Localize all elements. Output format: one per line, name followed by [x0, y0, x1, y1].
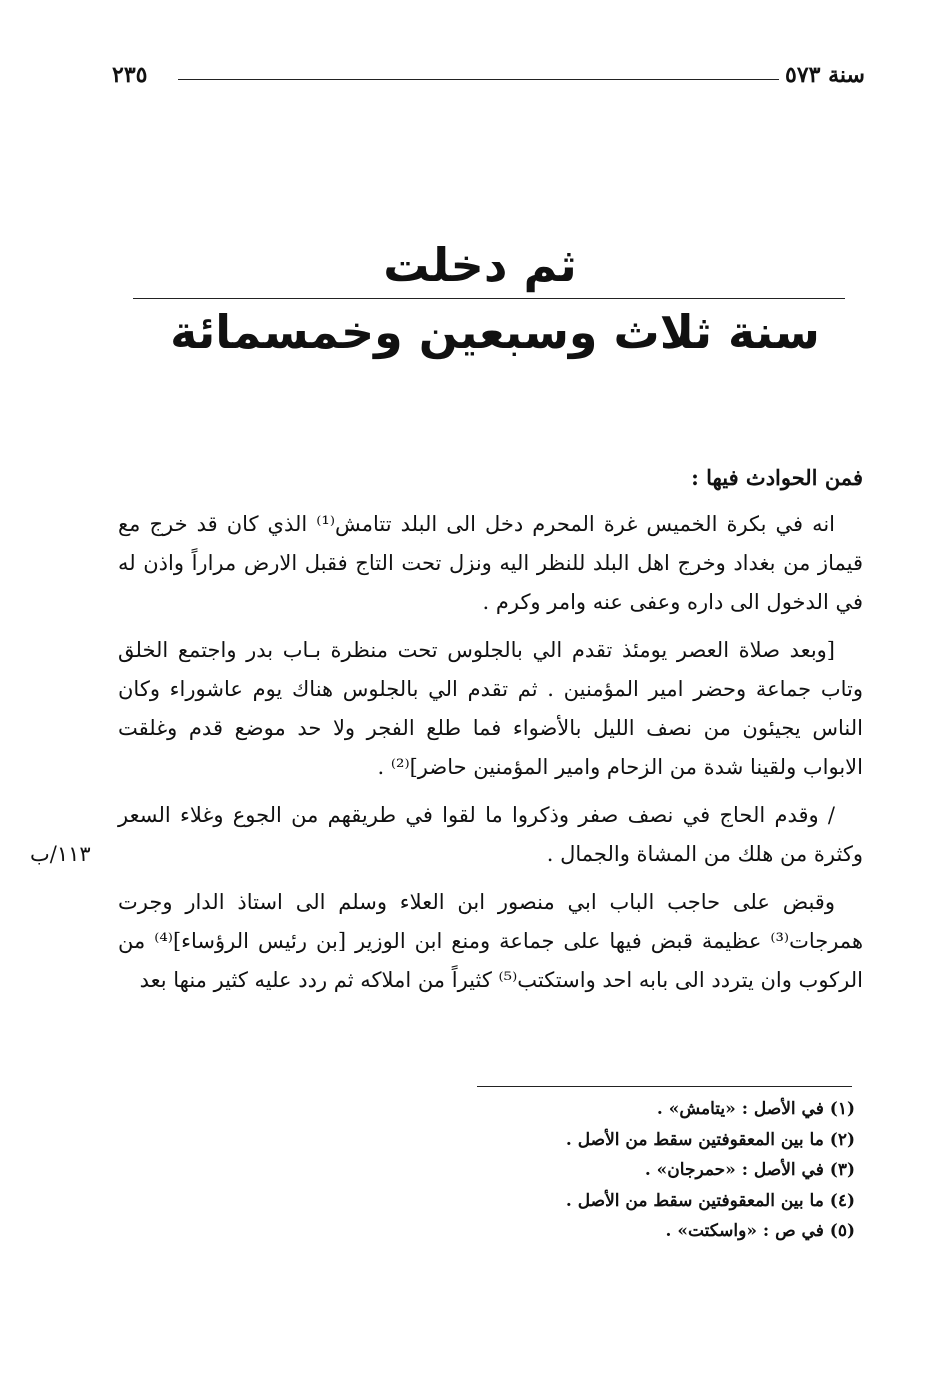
footnote: (٢) ما بين المعقوفتين سقط من الأصل . [565, 1129, 855, 1150]
section-heading: فمن الحوادث فيها : [691, 465, 863, 490]
chapter-title-line1: ثم دخلت [383, 238, 577, 292]
body-text [118, 458, 863, 1009]
marginal-folio-note: ١١٣/ب [30, 842, 91, 866]
paragraph: انه في بكرة الخميس غرة المحرم دخل الى البلد تتامش⁽¹⁾ الذي كان قد خرج مع قيماز من بغداد وخرج اهل البلد للنظر اليه ونزل تحت التاج فقبل الارض مراراً واذن له في الدخول الى داره وعفى عنه وامر وكرم . [118, 512, 863, 614]
running-header [112, 62, 865, 92]
chapter-title-line2: سنة ثلاث وسبعين وخمسمائة [170, 305, 820, 359]
header-rule [178, 79, 779, 80]
footnote: (٣) في الأصل : «حمرجان» . [644, 1160, 855, 1180]
header-year: سنة ٥٧٣ [785, 62, 865, 88]
footnotes [355, 1094, 855, 1247]
footnote: (٤) ما بين المعقوفتين سقط من الأصل . [565, 1190, 855, 1211]
paragraph: وقبض على حاجب الباب ابي منصور ابن العلاء وسلم الى استاذ الدار وجرت همرجات⁽³⁾ عظيمة قبض فيها على جماعة ومنع ابن الوزير [بن رئيس الرؤساء]⁽⁴⁾ من الركوب وان يتردد الى بابه احد واستكتب⁽⁵⁾ كثيراً من املاكه ثم ردد عليه كثير منها بعد [118, 890, 864, 992]
footnote-rule [477, 1086, 852, 1087]
footnote: (١) في الأصل : «يتامش» . [656, 1099, 855, 1119]
paragraph: [وبعد صلاة العصر يومئذ تقدم الي بالجلوس تحت منظرة بـاب بدر واجتمع الخلق وتاب جماعة وحضر امير المؤمنين . ثم تقدم الي بالجلوس هناك يوم عاشوراء وكان الناس يجيئون من نصف الليل بالأضواء فما طلع الفجر ولا حد موضع قدم وغلقت الابواب ولقينا شدة من الزحام وامير المؤمنين حاضر]⁽²⁾ . [118, 638, 863, 779]
title-divider [133, 298, 845, 299]
page-number: ٢٣٥ [112, 62, 148, 88]
footnote: (٥) في ص : «واسكتت» . [665, 1221, 855, 1241]
paragraph: / وقدم الحاج في نصف صفر وذكروا ما لقوا في طريقهم من الجوع وغلاء السعر وكثرة من هلك من المشاة والجمال . [118, 803, 863, 866]
